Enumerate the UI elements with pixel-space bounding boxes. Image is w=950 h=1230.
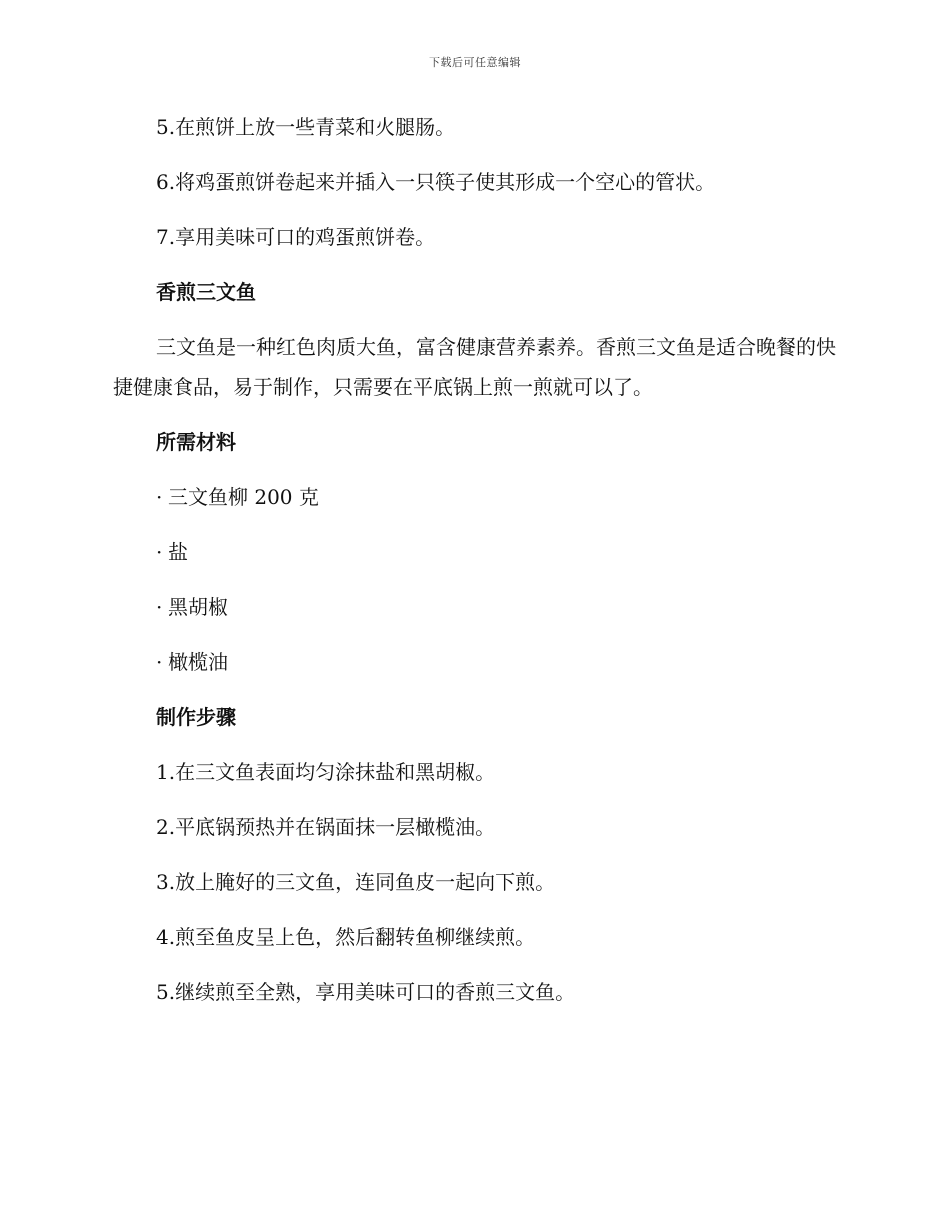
ingredient-item bbox=[156, 538, 188, 566]
ingredient-text: 盐 bbox=[168, 540, 188, 564]
page-header: 下载后可任意编辑 bbox=[429, 56, 521, 69]
bullet-icon: · bbox=[156, 540, 163, 564]
step-item-3: 3.放上腌好的三文鱼，连同鱼皮一起向下煎。 bbox=[156, 870, 556, 894]
step-item-1: 1.在三文鱼表面均匀涂抹盐和黑胡椒。 bbox=[156, 760, 496, 784]
step-item-2: 2.平底锅预热并在锅面抹一层橄榄油。 bbox=[156, 815, 496, 839]
step-item-5: 5.继续煎至全熟，享用美味可口的香煎三文鱼。 bbox=[156, 980, 576, 1004]
steps-heading: 制作步骤 bbox=[156, 705, 236, 729]
ingredient-item bbox=[156, 483, 319, 511]
egg-roll-step-7: 7.享用美味可口的鸡蛋煎饼卷。 bbox=[156, 225, 436, 249]
bullet-icon: · bbox=[156, 595, 163, 619]
egg-roll-step-5: 5.在煎饼上放一些青菜和火腿肠。 bbox=[156, 115, 456, 139]
bullet-icon: · bbox=[156, 650, 163, 674]
ingredients-heading: 所需材料 bbox=[156, 430, 236, 454]
ingredient-text: 橄榄油 bbox=[168, 650, 228, 674]
ingredient-text: 黑胡椒 bbox=[168, 595, 228, 619]
bullet-icon: · bbox=[156, 485, 163, 509]
step-item-4: 4.煎至鱼皮呈上色，然后翻转鱼柳继续煎。 bbox=[156, 925, 536, 949]
recipe-intro: 三文鱼是一种红色肉质大鱼，富含健康营养素养。香煎三文鱼是适合晚餐的快捷健康食品，易于制作，只需要在平底锅上煎一煎就可以了。 bbox=[113, 335, 836, 399]
ingredient-item bbox=[156, 593, 228, 621]
ingredient-item bbox=[156, 648, 228, 676]
ingredient-text: 三文鱼柳 200 克 bbox=[168, 485, 319, 509]
recipe-title: 香煎三文鱼 bbox=[156, 280, 256, 304]
egg-roll-step-6: 6.将鸡蛋煎饼卷起来并插入一只筷子使其形成一个空心的管状。 bbox=[156, 170, 716, 194]
